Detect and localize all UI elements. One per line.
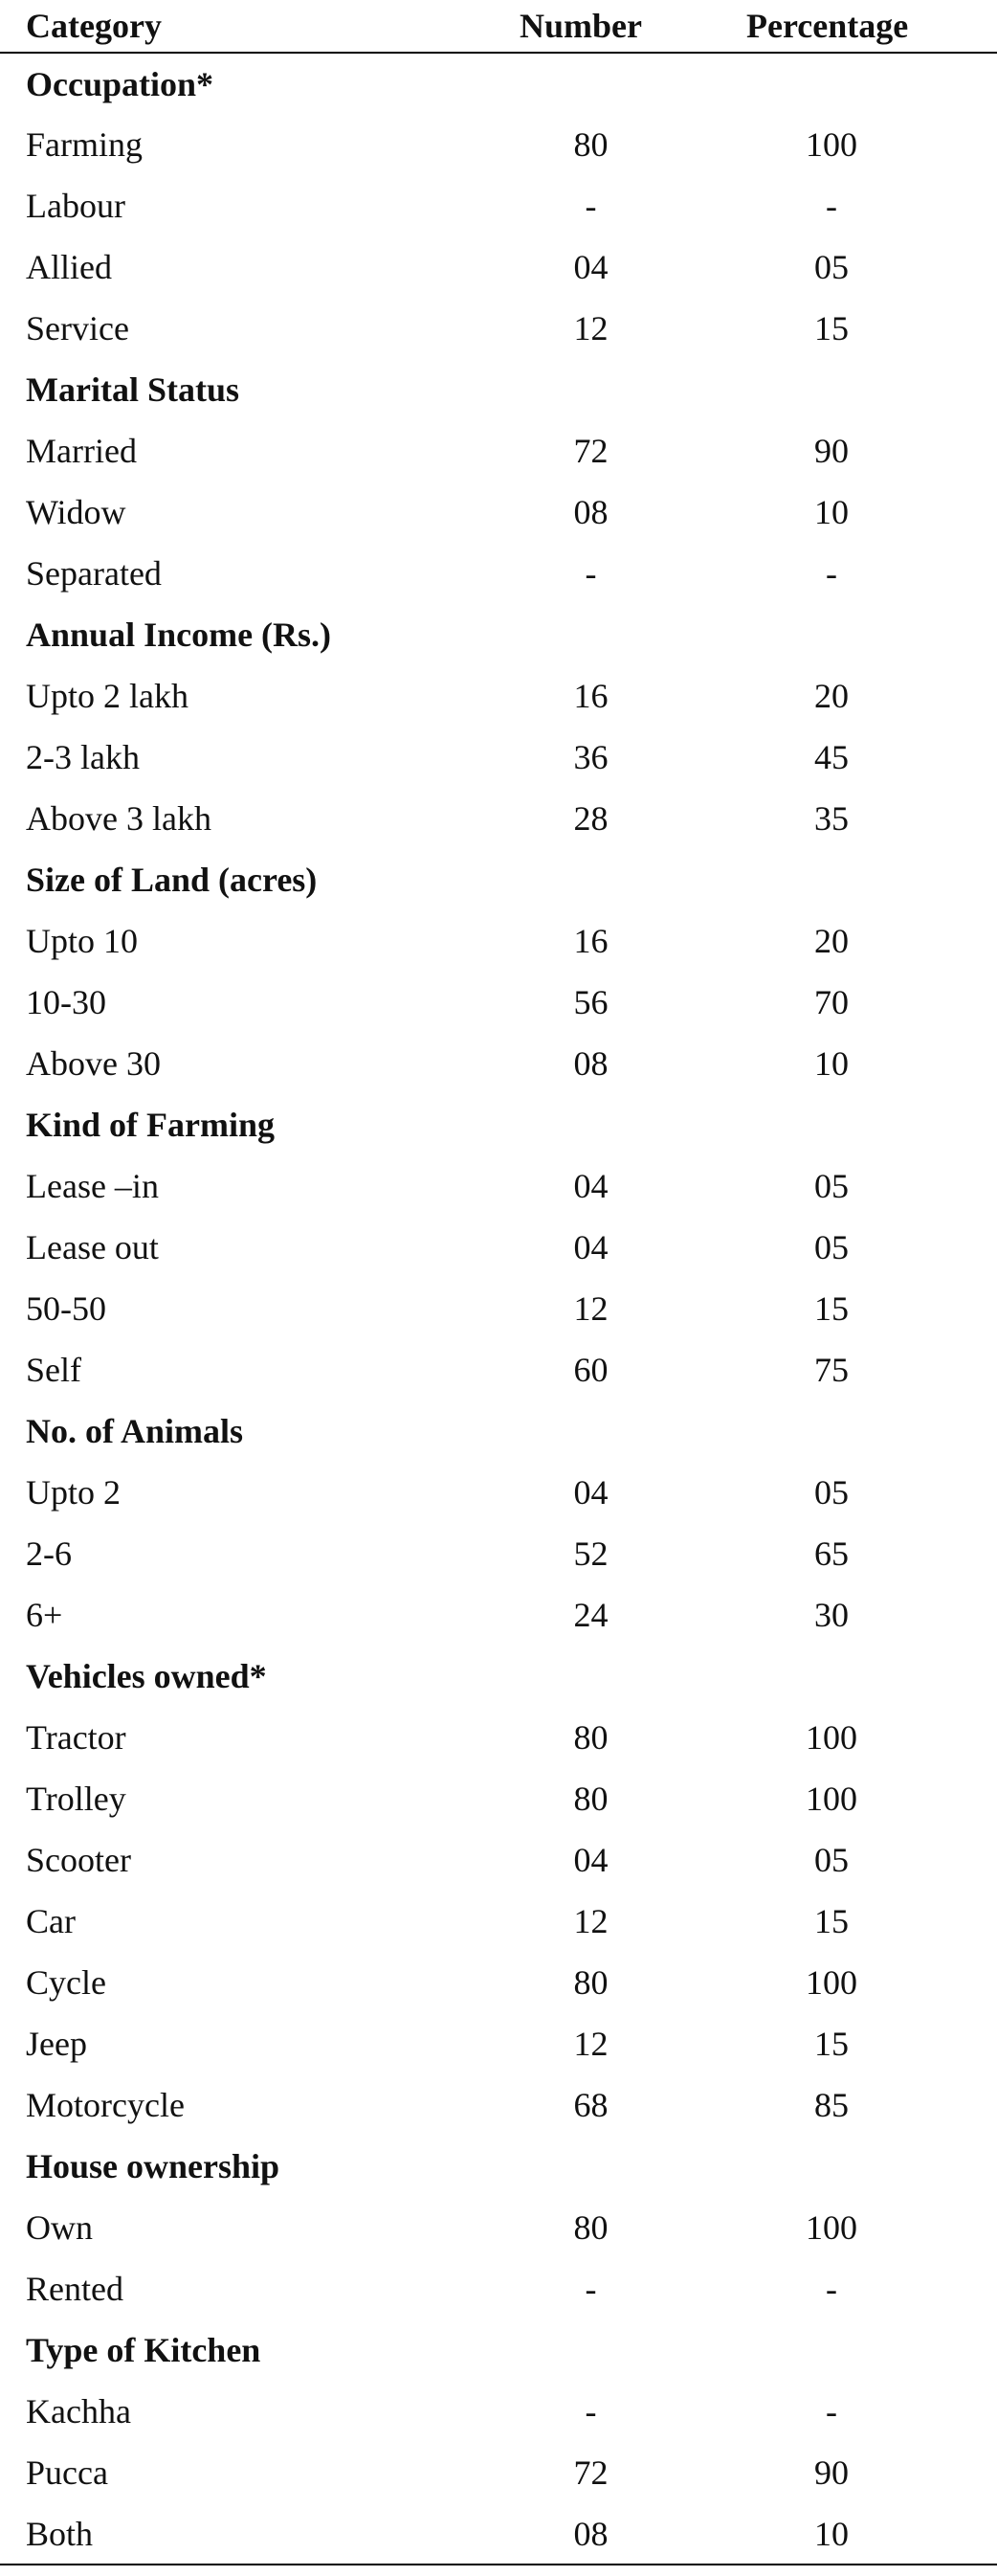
- percentage-cell: [746, 849, 997, 910]
- section-header-row: [0, 53, 997, 114]
- percentage-cell: 05: [814, 1473, 849, 1512]
- table-row: [0, 1462, 997, 1523]
- percentage-cell: [746, 604, 997, 665]
- section-header-row: [0, 1094, 997, 1155]
- number-cell: 80: [573, 1718, 609, 1757]
- percentage-cell: 85: [814, 2086, 849, 2124]
- row-label: Rented: [26, 2270, 123, 2308]
- number-cell: [435, 1094, 746, 1155]
- number-cell: 80: [573, 1963, 609, 2002]
- table-header: [0, 0, 997, 53]
- section-title: No. of Animals: [26, 1412, 244, 1450]
- percentage-cell: 05: [814, 1228, 849, 1266]
- percentage-cell: 90: [814, 2453, 849, 2492]
- row-label: Above 30: [26, 1044, 161, 1083]
- row-label: Trolley: [26, 1780, 126, 1818]
- row-label: Widow: [26, 493, 126, 531]
- section-header-row: [0, 1400, 997, 1462]
- number-cell: [435, 1400, 746, 1462]
- percentage-cell: 15: [814, 1289, 849, 1328]
- number-cell: 04: [573, 1841, 609, 1879]
- row-label: Lease out: [26, 1228, 159, 1266]
- number-cell: 04: [573, 1167, 609, 1205]
- percentage-cell: 20: [814, 922, 849, 960]
- row-label: Service: [26, 309, 129, 347]
- number-cell: 04: [573, 248, 609, 286]
- percentage-cell: 100: [806, 2208, 857, 2247]
- row-label: Self: [26, 1351, 81, 1389]
- percentage-cell: 05: [814, 248, 849, 286]
- percentage-cell: [746, 2319, 997, 2381]
- section-header-row: [0, 604, 997, 665]
- table-row: [0, 1523, 997, 1584]
- row-label: Cycle: [26, 1963, 106, 2002]
- percentage-cell: 100: [806, 1780, 857, 1818]
- row-label: Car: [26, 1902, 76, 1940]
- number-cell: 80: [573, 125, 609, 164]
- percentage-cell: 10: [814, 493, 849, 531]
- number-cell: [435, 53, 746, 114]
- table-row: [0, 175, 997, 236]
- table-row: [0, 2258, 997, 2319]
- table-row: [0, 727, 997, 788]
- table-row: [0, 972, 997, 1033]
- table-row: [0, 2013, 997, 2074]
- percentage-cell: 90: [814, 432, 849, 470]
- table-row: [0, 2197, 997, 2258]
- number-cell: -: [585, 2270, 597, 2308]
- section-title: Marital Status: [26, 370, 239, 409]
- header-category: Category: [0, 0, 435, 53]
- row-label: Tractor: [26, 1718, 126, 1757]
- header-row: [0, 0, 997, 53]
- table-row: [0, 2074, 997, 2136]
- row-label: Upto 2: [26, 1473, 121, 1512]
- percentage-cell: [746, 1400, 997, 1462]
- section-header-row: [0, 359, 997, 420]
- number-cell: 04: [573, 1473, 609, 1512]
- section-header-row: [0, 849, 997, 910]
- row-label: Lease –in: [26, 1167, 159, 1205]
- percentage-cell: 35: [814, 799, 849, 838]
- section-header-row: [0, 2319, 997, 2381]
- percentage-cell: [746, 2136, 997, 2197]
- row-label: Upto 2 lakh: [26, 677, 188, 715]
- number-cell: [435, 359, 746, 420]
- percentage-cell: 75: [814, 1351, 849, 1389]
- header-number: Number: [435, 0, 746, 53]
- section-title: Kind of Farming: [26, 1106, 276, 1144]
- table-row: [0, 236, 997, 298]
- percentage-cell: 70: [814, 983, 849, 1021]
- table-row: [0, 543, 997, 604]
- percentage-cell: 15: [814, 309, 849, 347]
- row-label: Separated: [26, 554, 162, 593]
- number-cell: [435, 1646, 746, 1707]
- number-cell: -: [585, 554, 597, 593]
- section-title: Vehicles owned*: [26, 1657, 267, 1695]
- row-label: 10-30: [26, 983, 106, 1021]
- row-label: 50-50: [26, 1289, 106, 1328]
- row-label: Kachha: [26, 2392, 131, 2430]
- table-row: [0, 665, 997, 727]
- table-row: [0, 2503, 997, 2565]
- section-title: Annual Income (Rs.): [26, 616, 332, 654]
- row-label: Motorcycle: [26, 2086, 185, 2124]
- number-cell: 60: [573, 1351, 609, 1389]
- section-header-row: [0, 1646, 997, 1707]
- percentage-cell: -: [826, 2392, 837, 2430]
- number-cell: 16: [573, 922, 609, 960]
- row-label: Above 3 lakh: [26, 799, 211, 838]
- section-title: Type of Kitchen: [26, 2331, 261, 2369]
- percentage-cell: 100: [806, 1718, 857, 1757]
- number-cell: 24: [573, 1596, 609, 1634]
- percentage-cell: 05: [814, 1841, 849, 1879]
- number-cell: 56: [573, 983, 609, 1021]
- row-label: Labour: [26, 187, 125, 225]
- table-body: [0, 53, 997, 2565]
- table-row: [0, 420, 997, 482]
- table-row: [0, 1155, 997, 1217]
- percentage-cell: [746, 1094, 997, 1155]
- table-row: [0, 1891, 997, 1952]
- number-cell: 80: [573, 1780, 609, 1818]
- number-cell: 80: [573, 2208, 609, 2247]
- number-cell: 12: [573, 309, 609, 347]
- number-cell: -: [585, 187, 597, 225]
- number-cell: [435, 2136, 746, 2197]
- number-cell: 12: [573, 1289, 609, 1328]
- row-label: Both: [0, 2503, 435, 2565]
- section-title: Occupation*: [26, 64, 214, 103]
- row-label: Jeep: [26, 2025, 87, 2063]
- row-label: Farming: [26, 125, 143, 164]
- row-label: Allied: [26, 248, 112, 286]
- percentage-cell: 65: [814, 1534, 849, 1573]
- number-cell: 04: [573, 1228, 609, 1266]
- table-row: [0, 1829, 997, 1891]
- section-header-row: [0, 2136, 997, 2197]
- row-label: 6+: [26, 1596, 63, 1634]
- section-title: House ownership: [26, 2147, 280, 2185]
- table-row: [0, 1217, 997, 1278]
- number-cell: 16: [573, 677, 609, 715]
- number-cell: 08: [573, 493, 609, 531]
- percentage-cell: 10: [746, 2503, 997, 2565]
- percentage-cell: 10: [814, 1044, 849, 1083]
- number-cell: [435, 2319, 746, 2381]
- table-row: [0, 2381, 997, 2442]
- row-label: Upto 10: [26, 922, 138, 960]
- percentage-cell: 05: [814, 1167, 849, 1205]
- table-row: [0, 2442, 997, 2503]
- section-title: Size of Land (acres): [26, 861, 318, 899]
- table-row: [0, 298, 997, 359]
- percentage-cell: 45: [814, 738, 849, 776]
- percentage-cell: [746, 1646, 997, 1707]
- percentage-cell: [746, 53, 997, 114]
- percentage-cell: 15: [814, 1902, 849, 1940]
- percentage-cell: [746, 359, 997, 420]
- number-cell: [435, 849, 746, 910]
- row-label: 2-6: [26, 1534, 72, 1573]
- header-percentage: Percentage: [746, 0, 997, 53]
- table-row: [0, 910, 997, 972]
- number-cell: 68: [573, 2086, 609, 2124]
- percentage-cell: -: [826, 187, 837, 225]
- number-cell: -: [585, 2392, 597, 2430]
- percentage-cell: 20: [814, 677, 849, 715]
- row-label: Pucca: [26, 2453, 108, 2492]
- number-cell: [435, 604, 746, 665]
- number-cell: 12: [573, 1902, 609, 1940]
- table-row: [0, 1584, 997, 1646]
- table-row: [0, 1707, 997, 1768]
- table-row: [0, 114, 997, 175]
- percentage-cell: 30: [814, 1596, 849, 1634]
- percentage-cell: -: [826, 554, 837, 593]
- number-cell: 12: [573, 2025, 609, 2063]
- table-row: [0, 1033, 997, 1094]
- row-label: Own: [26, 2208, 93, 2247]
- percentage-cell: 100: [806, 125, 857, 164]
- table-row: [0, 1278, 997, 1339]
- percentage-cell: -: [826, 2270, 837, 2308]
- table-row: [0, 1339, 997, 1400]
- table-row: [0, 1768, 997, 1829]
- row-label: Scooter: [26, 1841, 131, 1879]
- table-row: [0, 1952, 997, 2013]
- table-row: [0, 482, 997, 543]
- number-cell: 28: [573, 799, 609, 838]
- percentage-cell: 15: [814, 2025, 849, 2063]
- table-row: [0, 788, 997, 849]
- number-cell: 52: [573, 1534, 609, 1573]
- number-cell: 72: [573, 2453, 609, 2492]
- row-label: 2-3 lakh: [26, 738, 140, 776]
- number-cell: 08: [573, 1044, 609, 1083]
- number-cell: 08: [435, 2503, 746, 2565]
- percentage-cell: 100: [806, 1963, 857, 2002]
- number-cell: 72: [573, 432, 609, 470]
- number-cell: 36: [573, 738, 609, 776]
- row-label: Married: [26, 432, 137, 470]
